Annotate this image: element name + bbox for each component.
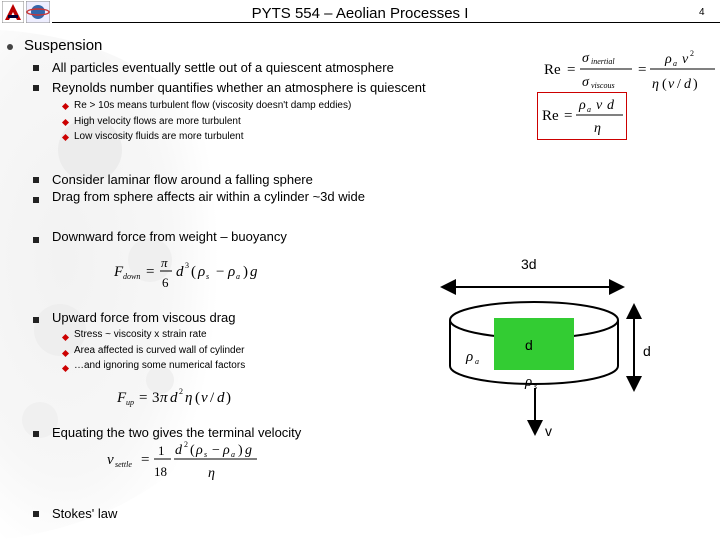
svg-text:F: F <box>114 264 124 280</box>
equation-force-down <box>112 254 272 292</box>
svg-text:/: / <box>677 77 681 92</box>
equation-reynolds-definition <box>540 44 718 96</box>
svg-text:s: s <box>204 450 208 459</box>
svg-text:ρ: ρ <box>223 443 230 458</box>
svg-text:η: η <box>594 121 601 136</box>
svg-text:(: ( <box>662 77 667 92</box>
svg-text:=: = <box>638 62 647 78</box>
svg-text:/: / <box>210 390 215 406</box>
svg-text:(: ( <box>191 264 196 280</box>
svg-text:3: 3 <box>152 390 160 406</box>
svg-text:−: − <box>216 264 225 280</box>
svg-text:d: d <box>175 443 182 458</box>
svg-text:): ) <box>243 264 248 280</box>
svg-text:v: v <box>201 390 208 406</box>
svg-text:σ: σ <box>582 51 589 66</box>
svg-text:6: 6 <box>162 275 169 290</box>
svg-text:2: 2 <box>690 49 694 58</box>
svg-text:σ: σ <box>582 75 589 90</box>
bullet-dot-icon <box>7 44 13 50</box>
svg-text:g: g <box>250 264 258 280</box>
svg-text:a: a <box>231 450 235 459</box>
svg-text:=: = <box>146 264 155 280</box>
svg-text:η: η <box>652 77 659 92</box>
bullet-square-icon <box>33 85 39 91</box>
diagram-sphere-label: d <box>525 337 533 353</box>
subbullet-stress: Stress ~ viscosity x strain rate <box>74 329 207 340</box>
bullet-laminar-flow: Consider laminar flow around a falling sphere <box>52 172 313 187</box>
svg-text:ρ: ρ <box>665 52 672 67</box>
bullet-square-icon <box>33 237 39 243</box>
svg-text:=: = <box>567 62 576 78</box>
svg-text:a: a <box>475 357 479 366</box>
bullet-settle: All particles eventually settle out of a quiescent atmosphere <box>52 60 394 75</box>
page-number: 4 <box>699 7 705 18</box>
sphere <box>494 318 574 370</box>
svg-text:(: ( <box>195 390 200 406</box>
svg-text:d: d <box>217 390 225 406</box>
equation-reynolds-simplified <box>537 92 627 140</box>
svg-text:η: η <box>208 466 215 481</box>
svg-text:ρ: ρ <box>525 374 533 390</box>
equation-force-up <box>115 384 245 410</box>
diagram-velocity-label: v <box>545 423 552 439</box>
subbullet-numerical: …and ignoring some numerical factors <box>74 360 246 371</box>
diagram-height-label: d <box>643 343 651 359</box>
subbullet-low-viscosity: Low viscosity fluids are more turbulent <box>74 131 244 142</box>
svg-text:s: s <box>534 382 538 391</box>
svg-text:ρ: ρ <box>196 443 203 458</box>
svg-text:): ) <box>226 390 231 406</box>
svg-text:ρ: ρ <box>228 264 236 280</box>
bullet-upward-force: Upward force from viscous drag <box>52 310 236 325</box>
svg-text:2: 2 <box>184 440 188 449</box>
svg-text:v: v <box>668 77 675 92</box>
svg-text:v: v <box>596 98 603 113</box>
bullet-downward-force: Downward force from weight – buoyancy <box>52 229 287 244</box>
bullet-square-icon <box>33 511 39 517</box>
svg-text:s: s <box>206 272 210 281</box>
header-rule <box>52 22 720 23</box>
svg-text:=: = <box>141 452 150 468</box>
svg-text:18: 18 <box>154 464 167 479</box>
svg-text:π: π <box>161 255 168 270</box>
svg-text:ρ: ρ <box>466 349 474 365</box>
svg-text:π: π <box>160 390 168 406</box>
bullet-square-icon <box>33 197 39 203</box>
subbullet-area: Area affected is curved wall of cylinder <box>74 345 245 356</box>
svg-text:): ) <box>693 77 698 92</box>
svg-text:=: = <box>139 390 148 406</box>
equation-settling-velocity <box>105 438 265 482</box>
svg-text:Re: Re <box>544 62 561 78</box>
svg-text:): ) <box>238 443 243 458</box>
svg-text:=: = <box>564 108 573 124</box>
svg-text:v: v <box>107 452 114 468</box>
bullet-square-icon <box>33 317 39 323</box>
bullet-square-icon <box>33 177 39 183</box>
svg-text:v: v <box>682 52 689 67</box>
svg-text:η: η <box>185 390 193 406</box>
falling-sphere-diagram <box>438 248 720 448</box>
svg-text:settle: settle <box>115 460 132 469</box>
slide-title: PYTS 554 – Aeolian Processes I <box>251 5 469 22</box>
svg-text:3: 3 <box>185 261 189 270</box>
svg-text:a: a <box>236 272 240 281</box>
svg-text:−: − <box>212 443 220 458</box>
svg-text:1: 1 <box>158 443 165 458</box>
svg-text:d: d <box>684 77 691 92</box>
svg-text:ρ: ρ <box>198 264 206 280</box>
svg-text:d: d <box>170 390 178 406</box>
bullet-square-icon <box>33 65 39 71</box>
svg-text:d: d <box>176 264 184 280</box>
svg-text:inertial: inertial <box>591 57 615 66</box>
bullet-drag-cylinder: Drag from sphere affects air within a cylinder ~3d wide <box>52 189 365 204</box>
svg-text:ρ: ρ <box>579 98 586 113</box>
bullet-equating: Equating the two gives the terminal velocity <box>52 425 302 440</box>
svg-text:2: 2 <box>179 387 183 396</box>
svg-text:viscous: viscous <box>591 81 615 90</box>
bullet-square-icon <box>33 431 39 437</box>
svg-text:Re: Re <box>542 108 559 124</box>
heading-suspension: Suspension <box>24 37 103 54</box>
svg-text:up: up <box>126 398 134 407</box>
svg-text:a: a <box>673 59 677 68</box>
svg-text:(: ( <box>190 443 195 458</box>
svg-text:F: F <box>117 390 127 406</box>
bullet-reynolds: Reynolds number quantifies whether an atmosphere is quiescent <box>52 80 426 95</box>
svg-text:down: down <box>123 272 141 281</box>
diagram-width-label: 3d <box>521 256 537 272</box>
svg-text:d: d <box>607 98 614 113</box>
svg-text:g: g <box>245 443 252 458</box>
subbullet-high-velocity: High velocity flows are more turbulent <box>74 116 241 127</box>
svg-text:a: a <box>587 105 591 114</box>
bullet-stokes-law: Stokes' law <box>52 506 118 521</box>
subbullet-re-turbulent: Re > 10s means turbulent flow (viscosity doesn't damp eddies) <box>74 100 352 111</box>
